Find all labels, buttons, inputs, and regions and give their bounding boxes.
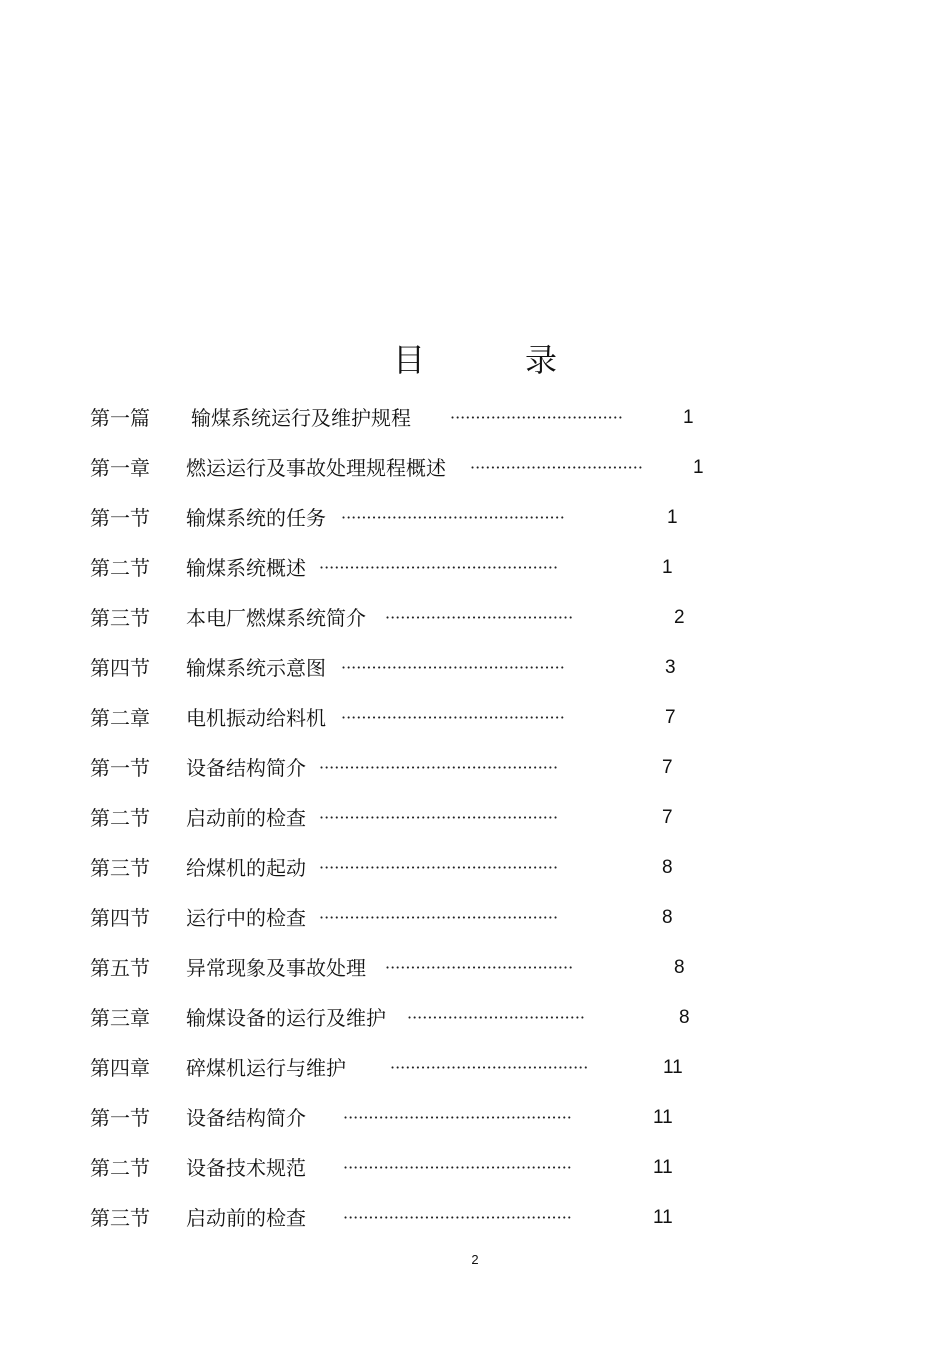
toc-entry[interactable]	[90, 850, 730, 900]
toc-entry[interactable]	[90, 650, 730, 700]
toc-entry-label: 第一节	[90, 506, 150, 530]
toc-entry-label: 第二章	[90, 706, 150, 730]
toc-entry-text: 碎煤机运行与维护	[186, 1056, 346, 1080]
toc-entry[interactable]	[90, 950, 730, 1000]
toc-entry[interactable]	[90, 1000, 730, 1050]
toc-entry-text: 设备结构简介	[186, 756, 306, 780]
toc-entry-text: 输煤系统运行及维护规程	[191, 406, 411, 430]
toc-entry-page: 1	[693, 457, 704, 478]
toc-entry-page: 11	[653, 1107, 673, 1128]
toc-entry-label: 第一章	[90, 456, 150, 480]
leader-dots: ·············································	[343, 1158, 572, 1177]
toc-entry-label: 第五节	[90, 956, 150, 980]
leader-dots: ···············································	[319, 758, 559, 777]
toc-entry[interactable]	[90, 900, 730, 950]
toc-entry[interactable]	[90, 450, 730, 500]
toc-entry-page: 1	[683, 407, 694, 428]
leader-dots: ···············································	[319, 808, 559, 827]
toc-entry[interactable]	[90, 700, 730, 750]
toc-entry[interactable]	[90, 750, 730, 800]
table-of-contents	[90, 400, 730, 1250]
toc-entry-text: 电机振动给料机	[186, 706, 326, 730]
toc-entry[interactable]	[90, 1050, 730, 1100]
toc-entry-label: 第二节	[90, 1156, 150, 1180]
toc-entry-text: 运行中的检查	[186, 906, 306, 930]
toc-entry-label: 第四章	[90, 1056, 150, 1080]
toc-entry-label: 第三节	[90, 856, 150, 880]
toc-entry-page: 7	[662, 757, 673, 778]
toc-entry-page: 8	[679, 1007, 690, 1028]
toc-entry-text: 输煤系统的任务	[186, 506, 326, 530]
toc-entry-label: 第一篇	[90, 406, 150, 430]
leader-dots: ··································	[450, 408, 623, 427]
toc-title: 目 录	[392, 341, 591, 379]
page-number: 2	[471, 1252, 479, 1267]
toc-entry[interactable]	[90, 1200, 730, 1250]
toc-entry-page: 11	[663, 1057, 683, 1078]
toc-entry-text: 输煤设备的运行及维护	[186, 1006, 386, 1030]
toc-entry[interactable]	[90, 400, 730, 450]
toc-entry-text: 燃运运行及事故处理规程概述	[186, 456, 446, 480]
toc-entry-text: 启动前的检查	[186, 806, 306, 830]
leader-dots: ············································	[341, 708, 565, 727]
toc-entry-text: 设备技术规范	[186, 1156, 306, 1180]
toc-entry-label: 第四节	[90, 906, 150, 930]
leader-dots: ···································	[407, 1008, 586, 1027]
toc-entry-label: 第二节	[90, 556, 150, 580]
toc-entry-text: 启动前的检查	[186, 1206, 306, 1230]
toc-entry-label: 第三节	[90, 606, 150, 630]
toc-entry-label: 第三节	[90, 1206, 150, 1230]
toc-entry[interactable]	[90, 1100, 730, 1150]
leader-dots: ·············································	[343, 1208, 572, 1227]
leader-dots: ············································	[341, 508, 565, 527]
toc-entry-text: 异常现象及事故处理	[186, 956, 366, 980]
leader-dots: ··································	[470, 458, 643, 477]
toc-entry-text: 给煤机的起动	[186, 856, 306, 880]
leader-dots: ·····································	[385, 958, 574, 977]
toc-entry-page: 8	[674, 957, 685, 978]
leader-dots: ·············································	[343, 1108, 572, 1127]
toc-entry-text: 输煤系统示意图	[186, 656, 326, 680]
toc-entry-page: 2	[674, 607, 685, 628]
toc-entry-label: 第一节	[90, 1106, 150, 1130]
toc-entry[interactable]	[90, 550, 730, 600]
toc-entry-text: 输煤系统概述	[186, 556, 306, 580]
leader-dots: ···············································	[319, 558, 559, 577]
toc-entry-text: 设备结构简介	[186, 1106, 306, 1130]
toc-entry-label: 第二节	[90, 806, 150, 830]
toc-entry-page: 3	[665, 657, 676, 678]
leader-dots: ············································	[341, 658, 565, 677]
toc-entry-page: 1	[662, 557, 673, 578]
toc-entry[interactable]	[90, 1150, 730, 1200]
toc-entry-page: 11	[653, 1157, 673, 1178]
leader-dots: ·······································	[390, 1058, 589, 1077]
toc-entry-label: 第一节	[90, 756, 150, 780]
toc-entry[interactable]	[90, 600, 730, 650]
toc-entry-label: 第四节	[90, 656, 150, 680]
toc-entry-page: 8	[662, 907, 673, 928]
toc-entry-page: 11	[653, 1207, 673, 1228]
leader-dots: ···············································	[319, 908, 559, 927]
toc-entry-text: 本电厂燃煤系统简介	[186, 606, 366, 630]
toc-entry[interactable]	[90, 800, 730, 850]
toc-entry-page: 8	[662, 857, 673, 878]
toc-entry[interactable]	[90, 500, 730, 550]
toc-entry-page: 7	[662, 807, 673, 828]
toc-entry-page: 7	[665, 707, 676, 728]
toc-entry-page: 1	[667, 507, 678, 528]
toc-entry-label: 第三章	[90, 1006, 150, 1030]
leader-dots: ···············································	[319, 858, 559, 877]
leader-dots: ·····································	[385, 608, 574, 627]
